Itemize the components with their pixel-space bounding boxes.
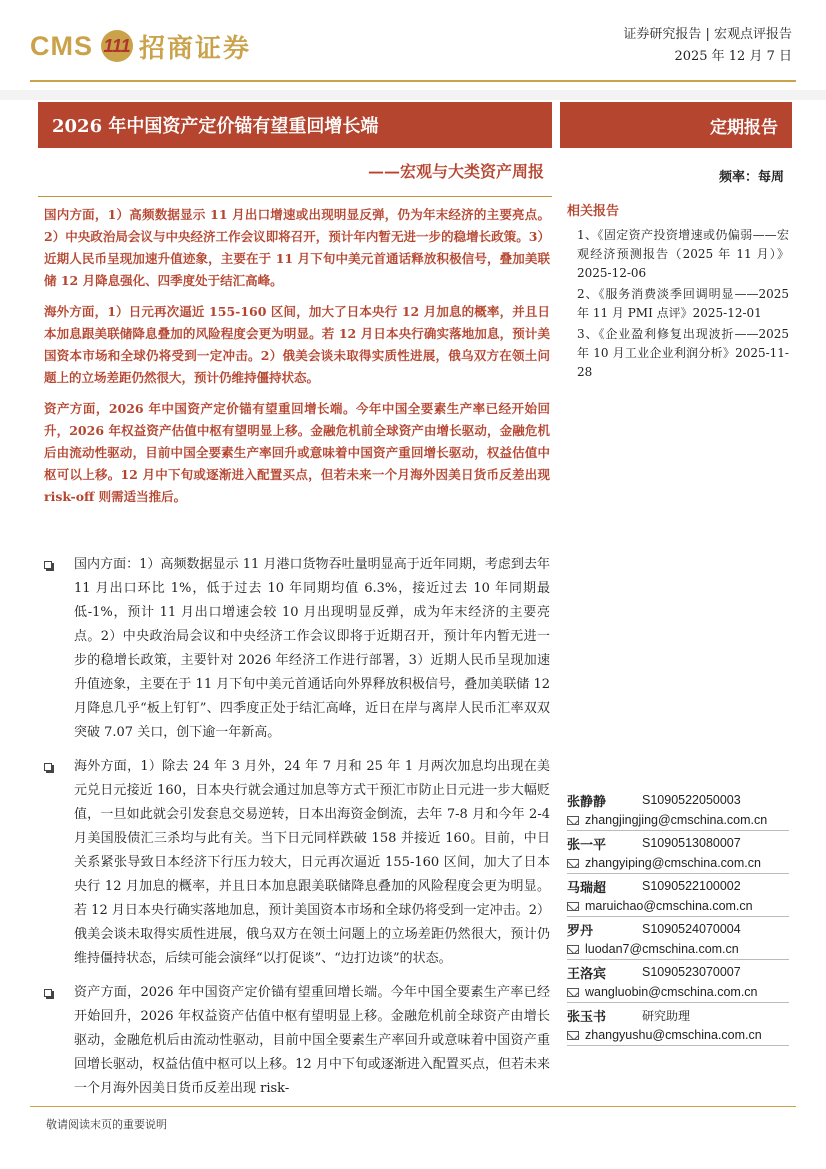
analyst-name: 张玉书 <box>567 1009 607 1025</box>
square-bullet-icon <box>44 763 52 771</box>
analyst-card <box>567 962 789 1003</box>
analyst-card <box>567 833 789 874</box>
analyst-name: 马瑞超 <box>567 880 607 896</box>
email-icon <box>567 859 579 868</box>
report-body <box>44 553 550 1111</box>
analyst-email[interactable]: wangluobin@cmschina.com.cn <box>585 985 758 999</box>
header-divider <box>30 80 796 82</box>
logo-chinese-name: 招商证券 <box>139 33 252 64</box>
logo-seal-icon: 111 <box>101 30 133 62</box>
email-icon <box>567 988 579 997</box>
analyst-card <box>567 919 789 960</box>
report-type-badge: 定期报告 <box>560 102 792 148</box>
square-bullet-icon <box>44 989 52 997</box>
subtitle-divider <box>38 196 552 197</box>
report-category: 证券研究报告 | 宏观点评报告 <box>623 27 792 42</box>
analyst-name: 张一平 <box>567 837 607 853</box>
header-meta <box>623 24 792 68</box>
analyst-cert: S1090522050003 <box>642 793 741 807</box>
logo-cms-text: CMS <box>30 30 93 61</box>
related-report-item[interactable]: 1、《固定资产投资增速或仍偏弱——宏观经济预测报告（2025 年 11 月）》2025-12-06 <box>577 228 789 280</box>
analyst-email[interactable]: maruichao@cmschina.com.cn <box>585 899 753 913</box>
analyst-cert: S1090522100002 <box>642 879 741 893</box>
report-subtitle: ——宏观与大类资产周报 <box>367 162 544 181</box>
analyst-email[interactable]: luodan7@cmschina.com.cn <box>585 942 739 956</box>
summary-assets: 资产方面，2026 年中国资产定价锚有望重回增长端。今年中国全要素生产率已经开始回升，2026 年权益资产估值中枢有望明显上移。金融危机前全球资产由增长驱动，金融危机后由流动性驱动，目前中国全要素生产率回升或意味着中国资产重回增长驱动，权益估值中枢可以上移。12 月中下旬或逐渐进入配置买点，但若未来一个月海外因美日货币反差出现 risk-off 则需适当推后。 <box>44 401 550 504</box>
body-text: 资产方面，2026 年中国资产定价锚有望重回增长端。今年中国全要素生产率已经开始回升，2026 年权益资产估值中枢有望明显上移。金融危机前全球资产由增长驱动，金融危机后由流动性驱动，目前中国全要素生产率回升或意味着中国资产重回增长驱动，权益估值中枢可以上移。12 月中下旬或逐渐进入配置买点，但若未来一个月海外因美日货币反差出现 risk- <box>74 985 550 1096</box>
analyst-role: 研究助理 <box>642 1008 691 1023</box>
analyst-card <box>567 790 789 831</box>
report-title: 2026 年中国资产定价锚有望重回增长端 <box>38 102 552 148</box>
summary-overseas: 海外方面，1）日元再次逼近 155-160 区间，加大了日本央行 12 月加息的概率，并且日本加息跟美联储降息叠加的风险程度会更为明显。若 12 月日本央行确实落地加息，预计美国资本市场和全球仍将受到一定冲击。2）俄美会谈未取得实质性进展，俄乌双方在领土问题上的立场差距仍然很大，预计仍维持僵持状态。 <box>44 304 550 385</box>
analyst-email[interactable]: zhangjingjing@cmschina.com.cn <box>585 813 768 827</box>
report-date: 2025 年 12 月 7 日 <box>674 49 792 64</box>
body-paragraph-assets <box>44 981 550 1101</box>
top-band <box>0 90 826 100</box>
analyst-card <box>567 876 789 917</box>
footer-divider <box>30 1106 796 1107</box>
related-report-item[interactable]: 2、《服务消费淡季回调明显——2025 年 11 月 PMI 点评》2025-12-01 <box>577 287 789 320</box>
related-reports <box>567 202 789 384</box>
analyst-email[interactable]: zhangyiping@cmschina.com.cn <box>585 856 761 870</box>
footer-note: 敬请阅读末页的重要说明 <box>46 1118 167 1131</box>
square-bullet-icon <box>44 561 52 569</box>
executive-summary <box>44 204 550 517</box>
analyst-name: 张静静 <box>567 794 607 810</box>
email-icon <box>567 816 579 825</box>
body-text: 国内方面：1）高频数据显示 11 月港口货物吞吐量明显高于近年同期，考虑到去年 11 月出口环比 1%，低于过去 10 年同期均值 6.3%，接近过去 10 年同期最低-1%，预计 11 月出口增速会较 10 月出现明显反弹，成为年末经济的主要亮点。2）中央政治局会议和中央经济工作会议即将于近期召开，预计年内暂无进一步的稳增长政策，主要针对 2026 年经济工作进行部署，3）近期人民币呈现加速升值迹象，主要在于 11 月下旬中美元首通话向外界释放积极信号，叠加美联储 12 月降息几乎“板上钉钉”、四季度正处于结汇高峰，近日在岸与离岸人民币汇率双双突破 7.07 关口，创下逾一年新高。 <box>74 557 550 740</box>
report-frequency: 频率：每周 <box>718 170 784 185</box>
analyst-name: 罗丹 <box>567 923 594 939</box>
related-reports-heading: 相关报告 <box>567 204 620 219</box>
body-text: 海外方面，1）除去 24 年 3 月外，24 年 7 月和 25 年 1 月两次加息均出现在美元兑日元接近 160，日本央行就会通过加息等方式干预汇市防止日元进一步大幅贬值，一旦如此就会引发套息交易逆转，日本出海资金倒流，去年 7-8 月和今年 2-4 月美国股债汇三杀均与此有关。当下日元同样跌破 158 并接近 160。目前，中日关系紧张导致日本经济下行压力较大，日元再次逼近 155-160 区间，加大了日本央行 12 月加息的概率，并且日本加息跟美联储降息叠加的风险程度会更为明显。若 12 月日本央行确实落地加息，预计美国资本市场和全球仍将受到一定冲击。2）俄美会谈未取得实质性进展，俄乌双方在领土问题上的立场差距仍然很大，预计仍维持僵持状态，后续可能会演绎“以打促谈”、“边打边谈”的状态。 <box>74 759 551 966</box>
analyst-cert: S1090513080007 <box>642 836 741 850</box>
analyst-name: 王洛宾 <box>567 966 607 982</box>
analyst-cert: S1090523070007 <box>642 965 741 979</box>
analyst-email[interactable]: zhangyushu@cmschina.com.cn <box>585 1028 762 1042</box>
body-paragraph-overseas <box>44 755 550 971</box>
company-logo <box>30 26 251 66</box>
email-icon <box>567 1031 579 1040</box>
analyst-list <box>567 790 789 1048</box>
related-report-item[interactable]: 3、《企业盈利修复出现波折——2025 年 10 月工业企业利润分析》2025-11-28 <box>577 327 789 379</box>
summary-domestic: 国内方面，1）高频数据显示 11 月出口增速或出现明显反弹，仍为年末经济的主要亮点。2）中央政治局会议与中央经济工作会议即将召开，预计年内暂无进一步的稳增长政策。3）近期人民币呈现加速升值迹象，主要在于 11 月下旬中美元首通话释放积极信号，叠加美联储 12 月降息强化、四季度处于结汇高峰。 <box>44 207 550 288</box>
body-paragraph-domestic <box>44 553 550 745</box>
analyst-card <box>567 1005 789 1046</box>
analyst-cert: S1090524070004 <box>642 922 741 936</box>
email-icon <box>567 945 579 954</box>
email-icon <box>567 902 579 911</box>
